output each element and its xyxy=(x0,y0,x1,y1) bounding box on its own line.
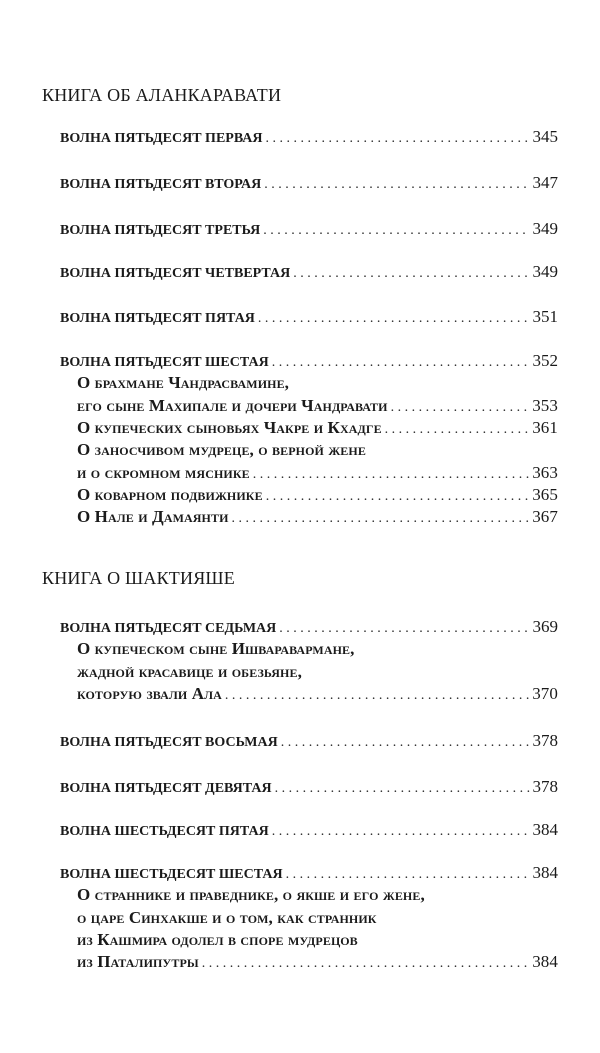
toc-story-entry-line[interactable] xyxy=(77,484,558,506)
toc-story-entry-text: О заносчивом мудреце, о верной жене xyxy=(77,440,366,460)
toc-story-entry-line[interactable] xyxy=(77,506,558,528)
page-number: 349 xyxy=(532,262,558,281)
toc-wave-entry-text: ВОЛНА ПЯТЬДЕСЯТ СЕДЬМАЯ xyxy=(60,621,277,636)
toc-story-entry-text: которую звали Ала xyxy=(77,683,222,703)
dot-leader xyxy=(391,397,530,419)
toc-story-entry-text: и о скромном мяснике xyxy=(77,462,250,482)
page-number: 347 xyxy=(532,173,558,192)
dot-leader xyxy=(225,685,529,707)
toc-story-entry-line[interactable] xyxy=(77,907,558,929)
toc-wave-entry-line[interactable] xyxy=(60,261,558,283)
toc-wave-entry-text: ВОЛНА ПЯТЬДЕСЯТ ВОСЬМАЯ xyxy=(60,735,278,750)
toc-wave-entry-line[interactable] xyxy=(60,776,558,798)
page-number: 367 xyxy=(532,507,558,527)
toc-wave-entry-text: ВОЛНА ПЯТЬДЕСЯТ ДЕВЯТАЯ xyxy=(60,781,272,796)
page-number: 349 xyxy=(532,219,558,238)
toc-wave-entry-text: ВОЛНА ПЯТЬДЕСЯТ ТРЕТЬЯ xyxy=(60,223,261,238)
page-number: 369 xyxy=(532,617,558,636)
toc-story-entry-line[interactable] xyxy=(77,683,558,705)
toc-wave-entry-line[interactable] xyxy=(60,730,558,752)
toc-story-entry-text: о царе Синхакше и о том, как странник xyxy=(77,907,377,927)
toc-story-entry-line[interactable] xyxy=(77,884,558,906)
toc-wave-entry-text: ВОЛНА ПЯТЬДЕСЯТ ВТОРАЯ xyxy=(60,177,262,192)
toc-story-entry-text: О коварном подвижнике xyxy=(77,484,263,504)
page-number: 352 xyxy=(532,351,558,370)
dot-leader xyxy=(281,732,530,754)
toc-wave-entry-text: ВОЛНА ШЕСТЬДЕСЯТ ПЯТАЯ xyxy=(60,824,269,839)
toc-wave-entry-text: ВОЛНА ШЕСТЬДЕСЯТ ШЕСТАЯ xyxy=(60,867,283,882)
toc-wave-entry-line[interactable] xyxy=(60,126,558,148)
dot-leader xyxy=(272,821,530,843)
page-number: 370 xyxy=(532,683,558,703)
section-title: КНИГА ОБ АЛАНКАРАВАТИ xyxy=(42,85,282,105)
toc-story-entry-text: О страннике и праведнике, о якше и его жене, xyxy=(77,885,425,905)
dot-leader xyxy=(263,220,529,242)
dot-leader xyxy=(293,263,529,285)
toc-story-entry-text: жадной красавице и обезьяне, xyxy=(77,661,302,681)
page-number: 384 xyxy=(532,863,558,882)
toc-story-entry-line[interactable] xyxy=(77,372,558,394)
toc-wave-entry-line[interactable] xyxy=(60,616,558,638)
toc-wave-entry-line[interactable] xyxy=(60,862,558,884)
dot-leader xyxy=(286,864,530,886)
dot-leader xyxy=(385,419,530,441)
page-number: 345 xyxy=(532,127,558,146)
toc-wave-entry-line[interactable] xyxy=(60,819,558,841)
toc-story-entry-line[interactable] xyxy=(77,439,558,461)
toc-story-entry-line[interactable] xyxy=(77,929,558,951)
dot-leader xyxy=(258,308,530,330)
toc-story-entry-line[interactable] xyxy=(77,638,558,660)
dot-leader xyxy=(253,464,529,486)
toc-story-entry-line[interactable] xyxy=(77,395,558,417)
toc-story-entry-line[interactable] xyxy=(77,417,558,439)
toc-story-entry-line[interactable] xyxy=(77,462,558,484)
toc-wave-entry-text: ВОЛНА ПЯТЬДЕСЯТ ЧЕТВЕРТАЯ xyxy=(60,266,291,281)
dot-leader xyxy=(279,618,529,640)
toc-story-entry-text: О купеческом сыне Ишваравармане, xyxy=(77,639,355,659)
toc-story-entry-text: О купеческих сыновьях Чакре и Кхадге xyxy=(77,417,382,437)
page-number: 378 xyxy=(532,731,558,750)
page-number: 361 xyxy=(532,417,558,437)
page-number: 365 xyxy=(532,484,558,504)
toc-story-entry-line[interactable] xyxy=(77,951,558,973)
toc-wave-entry-text: ВОЛНА ПЯТЬДЕСЯТ ПЯТАЯ xyxy=(60,311,255,326)
dot-leader xyxy=(266,128,530,150)
page-number: 363 xyxy=(532,462,558,482)
dot-leader xyxy=(272,352,530,374)
page-number: 384 xyxy=(532,820,558,839)
page-number: 353 xyxy=(532,395,558,415)
toc-story-entry-text: из Паталипутры xyxy=(77,952,199,972)
page-number: 351 xyxy=(532,307,558,326)
toc-wave-entry-text: ВОЛНА ПЯТЬДЕСЯТ ПЕРВАЯ xyxy=(60,131,263,146)
toc-wave-entry-line[interactable] xyxy=(60,306,558,328)
toc-story-entry-text: О Нале и Дамаянти xyxy=(77,507,229,527)
toc-wave-entry-line[interactable] xyxy=(60,350,558,372)
page-number: 378 xyxy=(532,777,558,796)
page-number: 384 xyxy=(532,952,558,972)
toc-wave-entry-line[interactable] xyxy=(60,218,558,240)
toc-wave-entry-text: ВОЛНА ПЯТЬДЕСЯТ ШЕСТАЯ xyxy=(60,355,269,370)
dot-leader xyxy=(264,174,529,196)
section-title: КНИГА О ШАКТИЯШЕ xyxy=(42,568,235,588)
toc-story-entry-line[interactable] xyxy=(77,661,558,683)
dot-leader xyxy=(275,778,530,800)
dot-leader xyxy=(266,486,529,508)
toc-story-entry-text: его сыне Махипале и дочери Чандравати xyxy=(77,395,388,415)
toc-story-entry-text: из Кашмира одолел в споре мудрецов xyxy=(77,929,358,949)
dot-leader xyxy=(232,508,530,530)
toc-story-entry-text: О брахмане Чандрасвамине, xyxy=(77,373,290,393)
dot-leader xyxy=(202,953,529,975)
toc-wave-entry-line[interactable] xyxy=(60,172,558,194)
